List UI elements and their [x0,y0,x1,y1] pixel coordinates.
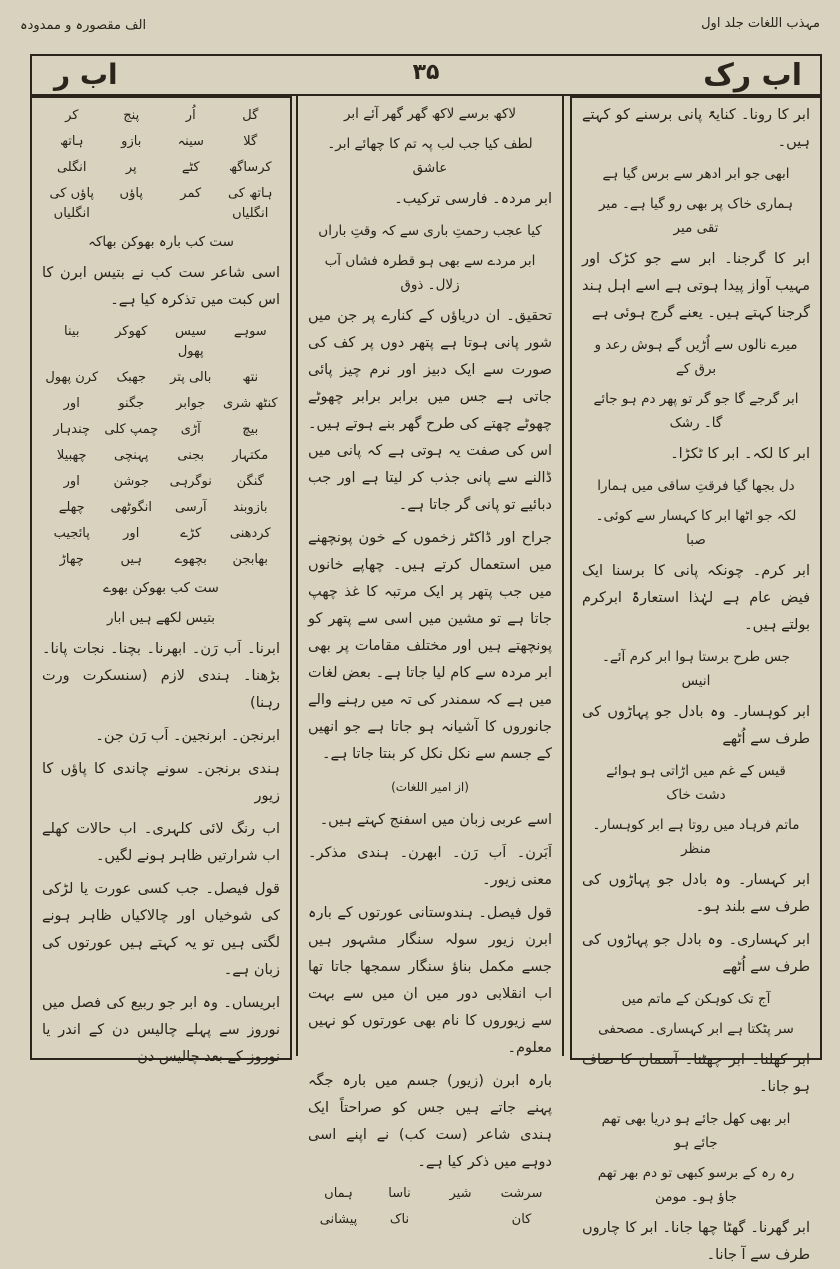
grid-cell: کنٹھ شری [222,396,278,411]
verse: ماتم فرہاد میں روتا ہے ابر کوہسار۔ منظر [592,817,800,857]
grid-cell: پاؤں [119,186,143,201]
grid-cell: کرساگھ [228,160,272,175]
grid-cell: چھاڑ [59,552,84,567]
grid-cell: سیس پھول [175,324,207,359]
doha-line: ست کب بھوکن بھوے [103,580,219,596]
grid-cell: جوابر [176,396,206,411]
entry-abarna: ابرنا۔ اَب رَن۔ ابھرنا۔ بچنا۔ نجات پانا۔ بڑھنا۔ ہندی لازم (سنسکرت ورت رہنا) [42,641,280,711]
grid-cell: پنج [123,108,140,123]
grid-cell: کمر [180,186,202,201]
entry-ab-rang-layi-kalhari: اب رنگ لائی کلہری۔ اب حالات کھلے اب شرارتیں ظاہر ہونے لگیں۔ [42,821,280,864]
grid-cell: چمپ کلی [104,422,159,437]
grid-cell: کر [65,108,79,123]
grid-cell: بچھوے [174,552,207,567]
grid-cell: اُر [185,108,196,123]
paragraph-hindi-baranjan: ہندی برنجن۔ سونے چاندی کا پاؤں کا زیور [42,761,280,804]
source-citation: (از امیر اللغات) [391,780,469,794]
grid-cell: بھابجن [232,552,268,567]
verse: ابر بھی کھل جائے ہو دریا بھی تھم جائے ہو [601,1111,791,1151]
entry-abr-kohsar: ابر کوہسار۔ وہ بادل جو پہاڑوں کی طرف سے اُٹھے [582,704,810,747]
grid-cell: گنگن [236,474,264,489]
grid-cell: کٹے [181,160,200,175]
grid-cell: سرشت [500,1186,543,1201]
grid-cell: چھلے [58,500,85,515]
grid-cell: چھبیلا [56,448,87,463]
verse: ابر گرجے گا جو گر تو پھر دم ہو جائے گا۔ رشک [593,391,799,431]
entry-abr-ka-rona: ابر کا رونا۔ کنایۃً پانی برسنے کو کہتے ہیں۔ [582,107,810,150]
word-grid-mid [308,1184,552,1230]
doha-line: ست کب بارہ بھوکن بھاکہ [88,234,234,250]
grid-cell: پہنچی [114,448,149,463]
verse: دل بجھا گیا فرقتِ ساقی میں ہمارا [597,478,795,494]
grid-cell: اور [123,526,140,541]
grid-cell: جوشن [113,474,150,489]
paragraph-barah-abran: بارہ ابرن (زیور) جسم میں بارہ جگہ پہنے جاتے ہیں جس کو صراحتاً ایک ہندی شاعر (ست کب) نے اپنے اسی دوہے میں ذکر کیا ہے۔ [308,1073,552,1170]
grid-cell: چندہار [53,422,91,437]
column-middle [296,96,564,1227]
grid-cell: گلا [243,134,258,149]
grid-cell: جھبک [116,370,147,385]
entry-abr-khulna: ابر کھلنا۔ ابر چھٹنا۔ آسمان کا صاف ہو جانا۔ [582,1052,810,1095]
grid-cell: کرن پھول [45,370,99,385]
paragraph-qaul-faisal-2: قول فیصل۔ جب کسی عورت یا لڑکی کی شوخیاں اور چالاکیاں ظاہر ہونے لگتی ہیں تو یہ کہتے ہیں عورتوں کی زبان ہے۔ [42,881,280,978]
grid-cell: سوہے [233,324,267,339]
entry-abr-murda: ابر مردہ۔ فارسی ترکیب۔ [394,191,552,207]
grid-cell: بینا [64,324,80,339]
grid-cell: کڑے [180,526,202,541]
grid-cell: مکتہار [232,448,269,463]
grid-cell: ناسا [388,1186,411,1201]
grid-cell: سینہ [177,134,204,149]
verse: سر پٹکتا ہے ابر کہساری۔ مصحفی [598,1021,794,1037]
column-right [570,96,822,1263]
verse: لکہ جو اٹھا ابر کا کہسار سے کوئی۔ صبا [595,508,797,548]
grid-cell: پیشانی [319,1212,358,1227]
verse: جس طرح برستا ہوا ابر کرم آئے۔ انیس [601,649,791,689]
verse: کیا عجب رحمتِ باری سے کہ وقتِ باراں [318,223,542,239]
grid-cell: اور [63,474,80,489]
verse: ہماری خاک پر بھی رو گیا ہے۔ میر تقی میر [598,196,794,236]
grid-cell: ہاتھ [60,134,84,149]
verse: ابر مردے سے بھی ہو قطرہ فشاں آب زلال۔ ذوق [324,253,536,293]
grid-cell: شیر [449,1186,472,1201]
verse: لاکھ برسے لاکھ گھر گھر آئے ابر [343,106,517,122]
grid-cell: نتھ [242,370,259,385]
running-header-left: الف مقصورہ و ممدودہ [20,18,147,33]
word-grid-top [42,106,280,224]
paragraph-tahqeeq: تحقیق۔ ان دریاؤں کے کنارے پر جن میں شور پانی ہوتا ہے پتھر دوں پر کف کی صورت سے ایک دبیز اور نرم چیز پائی جاتی ہے جس میں برابر برابر چھوٹے چھوٹے چھتے کی طرح گھر بنے ہوتے ہیں۔ اس کی صفت یہ ہوتی ہے کہ پانی میں ڈالنے سے پانی جذب کر لیتا ہے اور جب دبائیے تو پانی گر جاتا ہے۔ [308,308,552,513]
grid-cell: بجنی [177,448,205,463]
running-header-right: مہذب اللغات جلد اول [701,16,820,31]
grid-cell: آرسی [174,500,207,515]
grid-cell: پائجیب [53,526,90,541]
entry-abr-karam: ابر کرم۔ چونکہ پانی کا برسنا ایک فیض عام ہے لہٰذا استعارۃً ابرکرم بولتے ہیں۔ [582,563,810,633]
verse: آج تک کوہکن کے ماتم میں [621,991,771,1007]
grid-cell: بیچ [242,422,259,437]
grid-cell: انگوٹھی [110,500,153,515]
grid-cell: کھوکر [115,324,148,339]
running-header [20,10,820,40]
grid-cell: کردھنی [229,526,271,541]
verse: میرے نالوں سے اُڑیں گے ہوش رعد و برق کے [594,337,798,377]
entry-abr-ka-lakka: ابر کا لکہ۔ ابر کا ٹکڑا۔ [670,446,810,462]
grid-cell: ہاتھ کی انگلیاں [227,186,273,221]
grid-cell: اور [63,396,80,411]
page-number: ۳۵ [412,60,440,85]
entry-abr-kahsari: ابر کہساری۔ وہ بادل جو پہاڑوں کی طرف سے اُٹھے [582,932,810,975]
grid-cell: انگلی [56,160,87,175]
grid-cell: ہماں [324,1186,353,1201]
paragraph-usage: جراح اور ڈاکٹر زخموں کے خون پونچھنے میں استعمال کرتے ہیں۔ چھاپے خانوں میں جب پتھر پر ایک مرتبہ کا غذ چھپ جاتا ہے تو مشین میں اسی سے پتھر کو پونچھتے ہیں اور مختلف مقامات پر بھی ابر مردہ سے کام لیا جاتا ہے۔ بعض لغات میں ہے کہ سمندر کی تہ میں رہنے والے جانوروں کا آشیانہ ہو جاتا ہے جو انھیں کے جسم سے نکل نکل کر بنتا جاتا ہے۔ [308,530,552,762]
grid-cell: گل [242,108,259,123]
grid-cell: جگنو [118,396,145,411]
page-header [30,54,822,96]
entry-abr-ghirna: ابر گھرنا۔ گھٹا چھا جانا۔ ابر کا چاروں طرف سے آ جانا۔ [582,1220,810,1263]
grid-cell: پاؤں کی انگلیاں [49,186,95,221]
grid-cell: کان [511,1212,532,1227]
grid-cell: پر [125,160,137,175]
grid-cell: بالی پتر [170,370,212,385]
grid-cell: بازوبند [233,500,268,515]
entry-abranjan: ابرنجن۔ ابرنجین۔ اَب رَن جن۔ [95,728,280,744]
paragraph-qaul-faisal: قول فیصل۔ ہندوستانی عورتوں کے بارہ ابرن زیور سولہ سنگار مشہور ہیں جسے مکمل بناؤ سنگار سمجھا جاتا تھا اب انقلابی دور میں ان میں سے بہت سے زیوروں کا نام بھی عورتوں کو نہیں معلوم۔ [308,905,552,1056]
entry-abreesan: ابریساں۔ وہ ابر جو ربیع کی فصل میں نوروز سے پہلے چالیس دن کے اندر یا نوروز کے بعد چالیس دن [42,995,280,1065]
paragraph-sat-kab: اسی شاعر ست کب نے بتیس ابرن کا اس کبت میں تذکرہ کیا ہے۔ [42,265,280,308]
grid-cell: نوگرہی [169,474,212,489]
column-left [30,96,292,1065]
verse: قیس کے غم میں اڑاتی ہو ہوائے دشت خاک [606,763,786,803]
header-range-right: اب رک [703,58,802,93]
grid-cell: بازو [121,134,142,149]
entry-abr-ka-garajna: ابر کا گرجنا۔ ابر سے جو کڑک اور مہیب آواز پیدا ہوتی ہے اسے اہل ہند گرجنا کہتے ہیں۔ یعنے گرج ہوئی ہے [582,251,810,321]
verse: رہ رہ کے برسو کبھی تو دم بھر تھم جاؤ ہو۔ مومن [597,1165,795,1205]
verse: لطف کیا جب لب پہ تم کا چھائے ابر۔ عاشق [327,136,533,176]
grid-cell: ہیں [120,552,142,567]
entry-abr-kahsar: ابر کہسار۔ وہ بادل جو پہاڑوں کی طرف سے بلند ہو۔ [582,872,810,915]
word-grid-ornaments [42,322,280,570]
paragraph-arabic: اسے عربی زبان میں اسفنج کہتے ہیں۔ [319,812,552,828]
doha-line: بتیس لکھے ہیں ابار [106,610,216,626]
verse: ابھی جو ابر ادھر سے برس گیا ہے [602,166,790,182]
grid-cell: ناک [389,1212,410,1227]
header-range-left: اب ر [54,58,118,91]
grid-cell [430,1210,491,1230]
entry-abran: اَبَرن۔ اَب رَن۔ ابھرن۔ ہندی مذکر۔ معنی زیور۔ [308,845,552,888]
grid-cell: آڑی [180,422,201,437]
